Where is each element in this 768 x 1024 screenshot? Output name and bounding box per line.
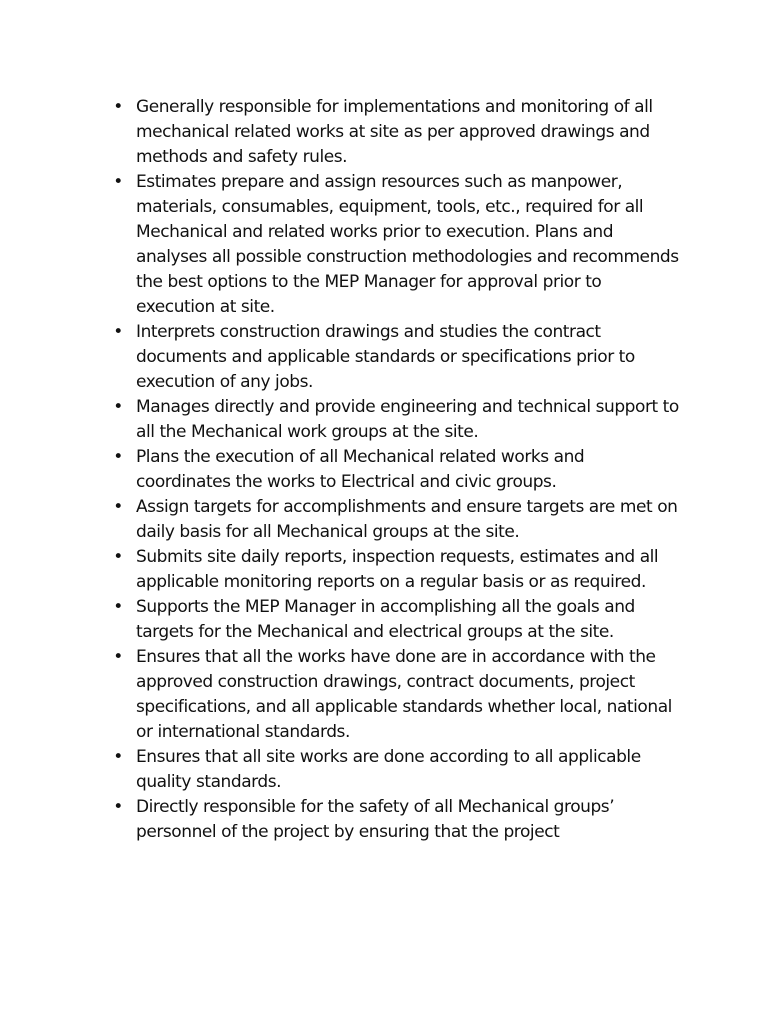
list-item-text: Directly responsible for the safety of all Mechanical groups’ personnel of the project by ensuring that the project [136,797,615,842]
bullet-icon: • [113,497,123,517]
list-item-text: Manages directly and provide engineering and technical support to all the Mechanical work groups at the site. [136,397,679,442]
list-item [108,170,683,320]
list-item [108,395,683,445]
list-item-text: Supports the MEP Manager in accomplishing all the goals and targets for the Mechanical and electrical groups at the site. [136,597,635,642]
bullet-icon: • [113,397,123,417]
list-item-text: Estimates prepare and assign resources such as manpower, materials, consumables, equipment, tools, etc., required for all Mechanical and related works prior to execution. Plans and analyses all possible construction methodologies and recommends the best options to the MEP Manager for approval prior to execution at site. [136,172,679,317]
list-item-text: Submits site daily reports, inspection requests, estimates and all applicable monitoring reports on a regular basis or as required. [136,547,659,592]
list-item-text: Interprets construction drawings and studies the contract documents and applicable standards or specifications prior to execution of any jobs. [136,322,635,392]
list-item-text: Ensures that all the works have done are in accordance with the approved construction drawings, contract documents, project specifications, and all applicable standards whether local, national or international standards. [136,647,672,742]
list-item [108,795,683,845]
bullet-icon: • [113,447,123,467]
list-item [108,645,683,745]
responsibilities-list [108,95,683,845]
list-item-text: Assign targets for accomplishments and ensure targets are met on daily basis for all Mechanical groups at the site. [136,497,678,542]
bullet-icon: • [113,797,123,817]
list-item [108,445,683,495]
list-item-text: Ensures that all site works are done according to all applicable quality standards. [136,747,641,792]
list-item [108,95,683,170]
list-item-text: Plans the execution of all Mechanical related works and coordinates the works to Electrical and civic groups. [136,447,585,492]
list-item [108,745,683,795]
bullet-icon: • [113,747,123,767]
bullet-icon: • [113,322,123,342]
list-item-text: Generally responsible for implementations and monitoring of all mechanical related works at site as per approved drawings and methods and safety rules. [136,97,653,167]
bullet-icon: • [113,597,123,617]
list-item [108,495,683,545]
bullet-icon: • [113,547,123,567]
bullet-icon: • [113,97,123,117]
list-item [108,545,683,595]
list-item [108,595,683,645]
bullet-icon: • [113,172,123,192]
bullet-icon: • [113,647,123,667]
list-item [108,320,683,395]
